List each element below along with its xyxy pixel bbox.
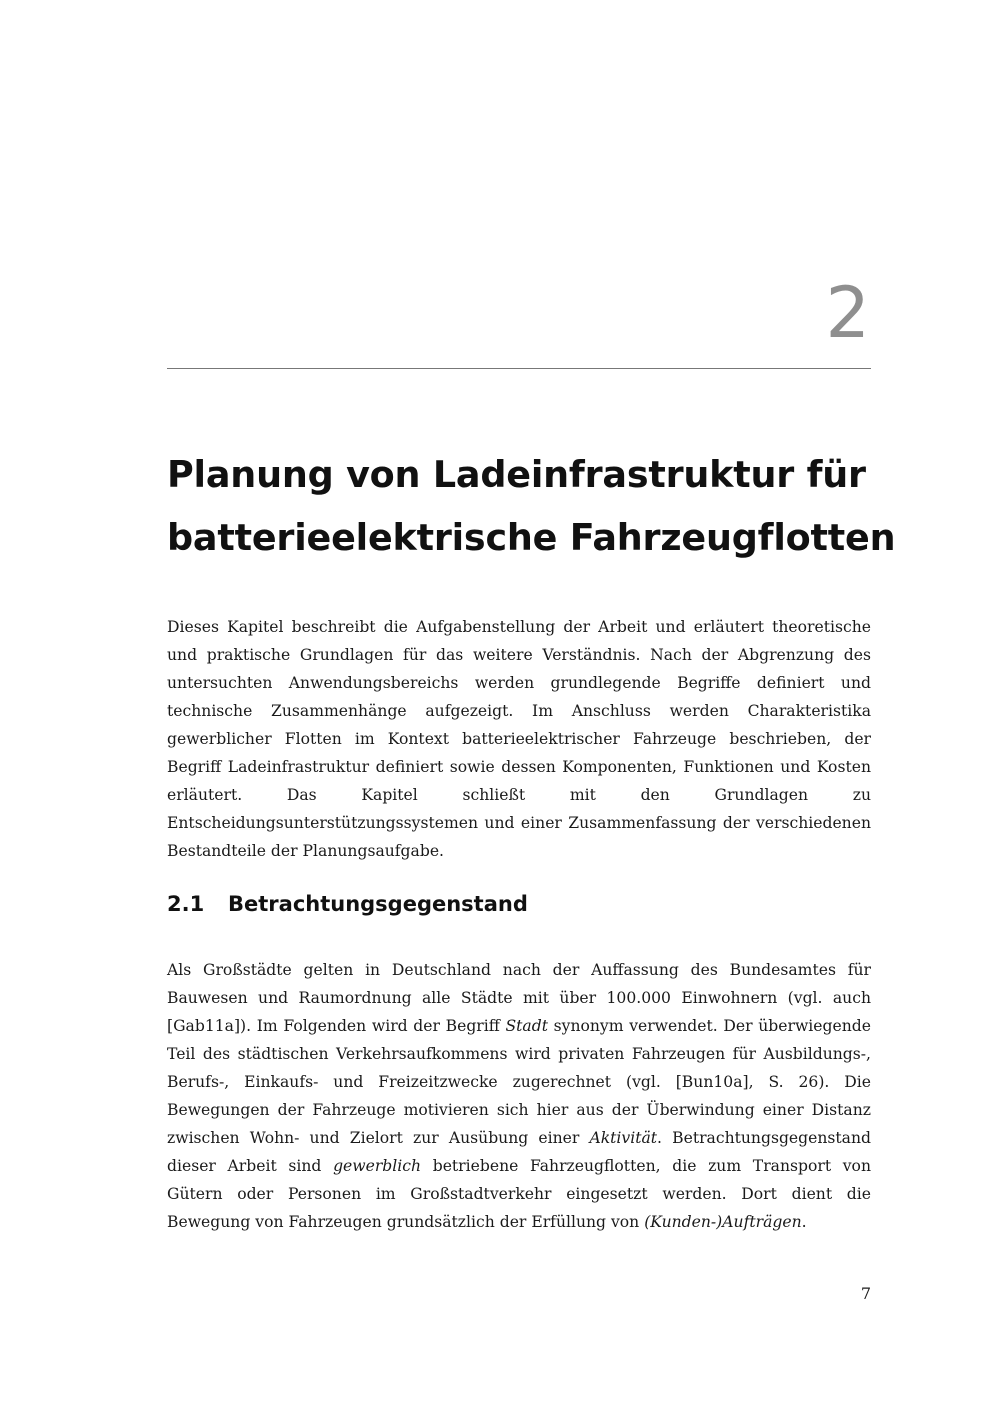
chapter-title-line-2: batterieelektrische Fahrzeugflotten <box>167 516 896 559</box>
section-number: 2.1 <box>167 892 205 916</box>
section-paragraph <box>167 956 871 1236</box>
section-text-part-4: betriebene Fahrzeugflotten, die zum Transport von Gütern oder Personen im Großstadtverkehr eingesetzt werden. Dort dient die Bewegung von Fahrzeugen grundsätzlich der Erfüllung von <box>167 1157 871 1231</box>
section-text-part-3: . Betrachtungsgegenstand dieser Arbeit sind <box>167 1129 872 1175</box>
term-stadt: Stadt <box>505 1017 548 1035</box>
term-aktivitaet: Aktivität <box>589 1129 658 1147</box>
chapter-intro-paragraph: Dieses Kapitel beschreibt die Aufgabenstellung der Arbeit und erläutert theoretische und praktische Grundlagen für das weitere Verständnis. Nach der Abgrenzung des untersuchten Anwendungsbereichs werden grundlegende Begriffe definiert und technische Zusammenhänge aufgezeigt. Im Anschluss werden Charakteristika gewerblicher Flotten im Kontext batterieelektrischer Fahrzeuge beschrieben, der Begriff Ladeinfrastruktur definiert sowie dessen Komponenten, Funktionen und Kosten erläutert. Das Kapitel schließt mit den Grundlagen zu Entscheidungsunterstützungssystemen und einer Zusammenfassung der verschiedenen Bestandteile der Planungsaufgabe. <box>167 618 871 860</box>
chapter-title-line-1: Planung von Ladeinfrastruktur für <box>167 453 866 496</box>
page-number: 7 <box>860 1284 871 1303</box>
chapter-number: 2 <box>825 272 870 354</box>
section-text-part-1: Als Großstädte gelten in Deutschland nach der Auffassung des Bundesamtes für Bauwesen und Raumordnung alle Städte mit über 100.000 Einwohnern (vgl. auch [Gab11a]). Im Folgenden wird der Begriff <box>167 961 871 1035</box>
term-gewerblich: gewerblich <box>333 1157 422 1175</box>
section-text-part-2: synonym verwendet. Der überwiegende Teil des städtischen Verkehrsaufkommens wird privaten Fahrzeugen für Ausbildungs-, Berufs-, Einkaufs- und Freizeitzwecke zugerechnet (vgl. [Bun10a], S. 26). Die Bewegungen der Fahrzeuge motivieren sich hier aus der Überwindung einer Distanz zwischen Wohn- und Zielort zur Ausübung einer <box>167 1017 871 1147</box>
section-title: Betrachtungsgegenstand <box>228 892 528 916</box>
term-kundenauftraege: (Kunden-)Aufträgen <box>644 1213 802 1231</box>
chapter-title <box>167 443 896 569</box>
section-text-part-5: . <box>801 1213 807 1231</box>
chapter-divider <box>167 368 871 369</box>
section-heading <box>167 887 528 921</box>
